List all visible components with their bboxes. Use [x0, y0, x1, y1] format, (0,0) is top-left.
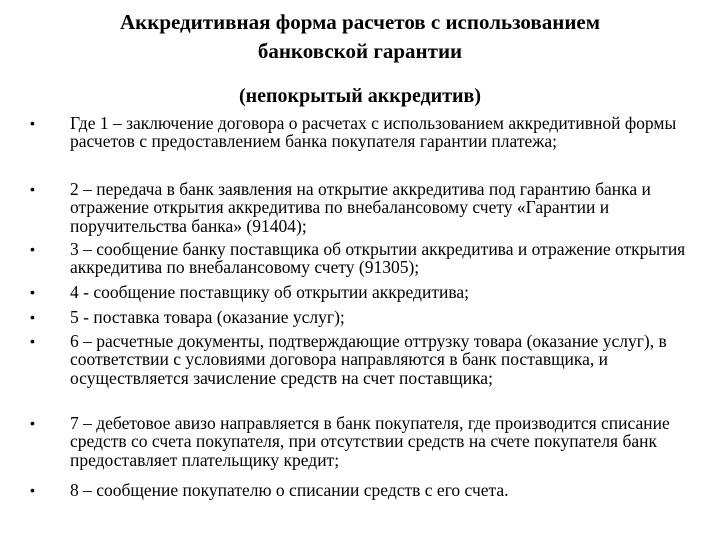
bullet-icon: • [30, 284, 35, 300]
bullet-icon: • [30, 333, 35, 349]
bullet-icon: • [30, 115, 35, 131]
bullet-icon: • [30, 181, 35, 197]
list-item-text: 5 - поставка товара (оказание услуг); [70, 307, 345, 327]
bullet-icon: • [30, 309, 35, 325]
list-item-text: Где 1 – заключение договора о расчетах с использованием аккредитивной формы расчетов с предоставлением банка покупателя гарантии платежа; [70, 113, 677, 152]
bullet-icon: • [30, 415, 35, 431]
title-line-1: Аккредитивная форма расчетов с использованием [119, 10, 601, 34]
page-subtitle: (непокрытый аккредитив) [238, 85, 482, 107]
list-item-text: 4 - сообщение поставщику об открытии аккредитива; [70, 282, 470, 302]
bullet-icon: • [30, 241, 35, 257]
list-item-text: 3 – сообщение банку поставщика об открытии аккредитива и отражение открытия аккредитива по внебалансовому счету (91305); [70, 239, 686, 278]
list-item-text: 2 – передача в банк заявления на открытие аккредитива под гарантию банка и отражение открытия аккредитива по внебалансовому счету «Гарантии и поручительства банка» (91404); [70, 179, 651, 236]
bullet-icon: • [30, 482, 35, 498]
title-line-2: банковской гарантии [257, 39, 463, 63]
list-item-text: 7 – дебетовое авизо направляется в банк покупателя, где производится списание средств со счета покупателя, при отсутствии средств на счете покупателя банк предоставляет плательщику кредит; [70, 413, 670, 470]
list-item-text: 8 – сообщение покупателю о списании средств с его счета. [70, 480, 509, 500]
list-item-text: 6 – расчетные документы, подтверждающие оттрузку товара (оказание услуг), в соответствии с условиями договора направляются в банк поставщика, и осуществляется зачисление средств на счет поставщика; [70, 331, 667, 388]
